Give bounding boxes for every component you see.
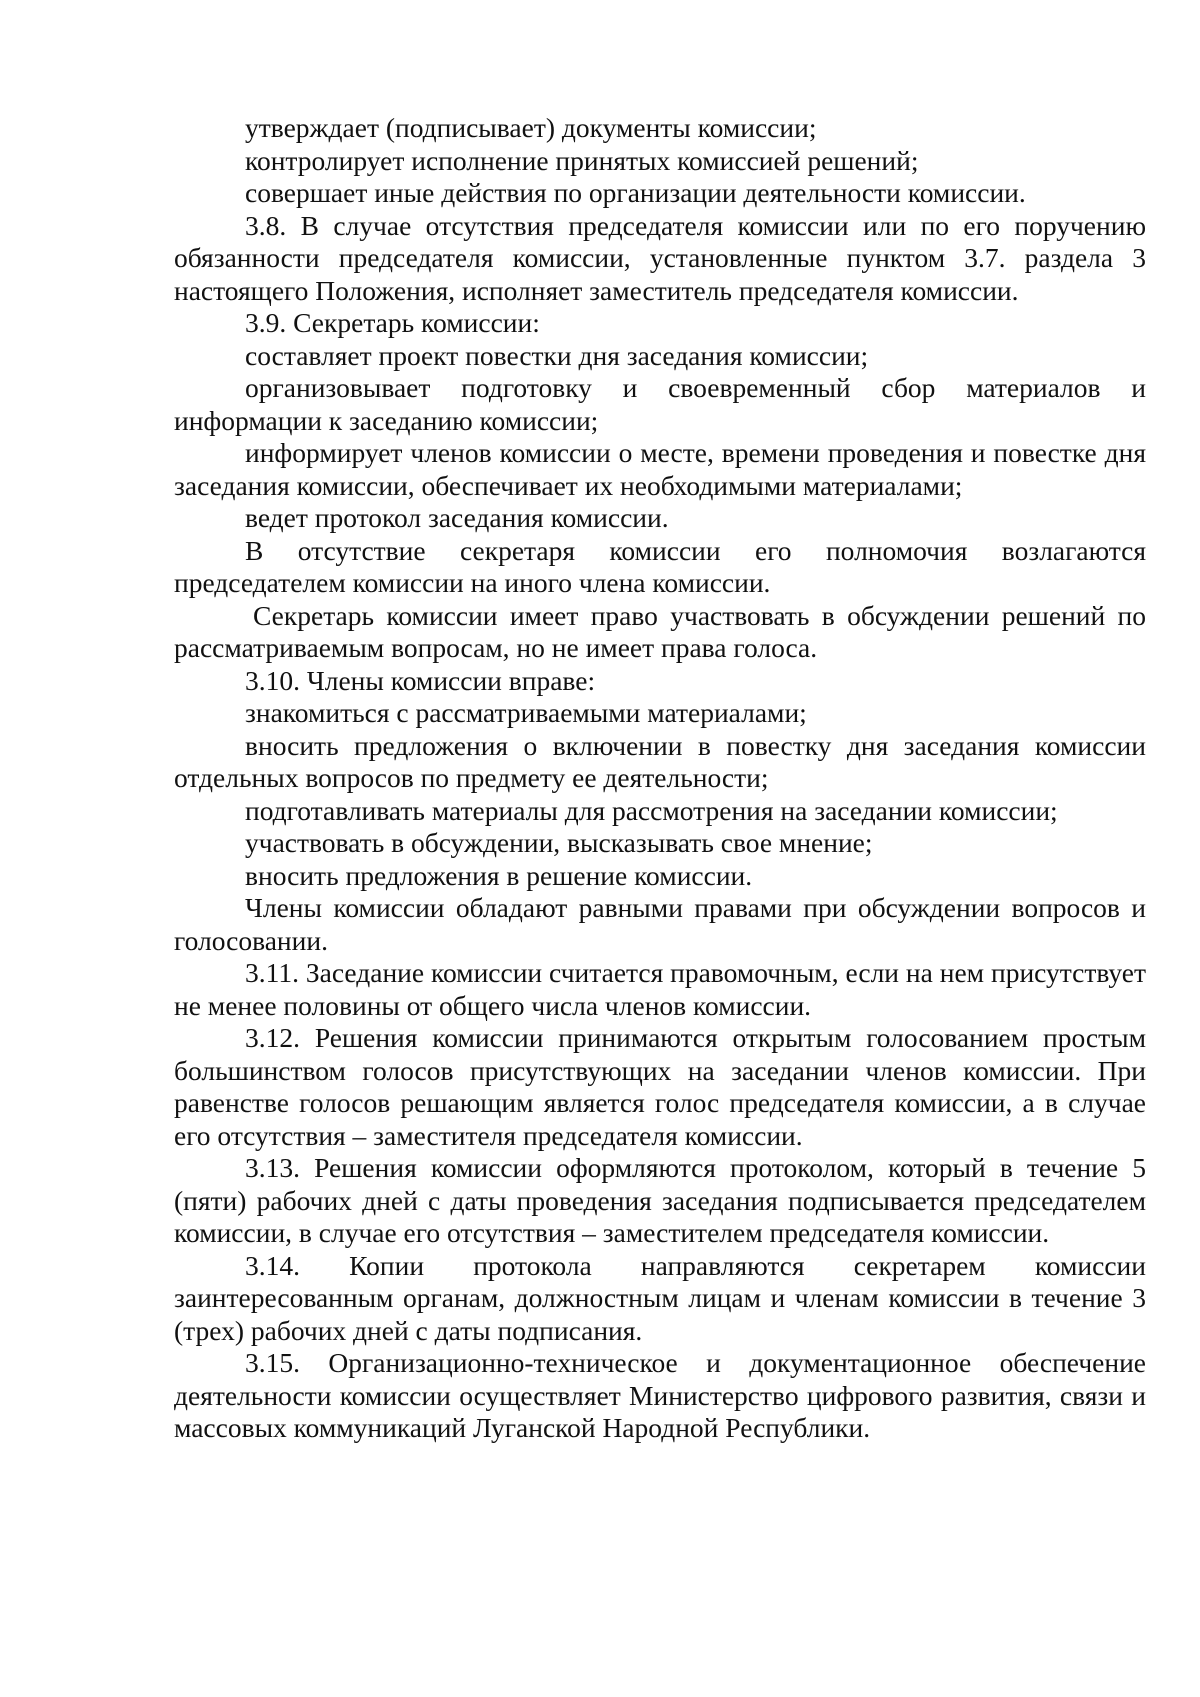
paragraph-secretary-rights: Секретарь комиссии имеет право участвовать в обсуждении решений по рассматриваемым вопросам, но не имеет права голоса. <box>174 599 1146 663</box>
paragraph-3-10: 3.10. Члены комиссии вправе: <box>245 664 596 696</box>
paragraph-3-14: 3.14. Копии протокола направляются секретарем комиссии заинтересованным органам, должностным лицам и членам комиссии в течение 3 (трех) рабочих дней с даты подписания. <box>174 1249 1146 1346</box>
paragraph-3-13: 3.13. Решения комиссии оформляются протоколом, который в течение 5 (пяти) рабочих дней с даты проведения заседания подписывается председателем комиссии, в случае его отсутствия – заместителем председателя комиссии. <box>174 1152 1146 1248</box>
paragraph-3-9: 3.9. Секретарь комиссии: <box>245 307 540 338</box>
paragraph-informs-members: информирует членов комиссии о месте, времени проведения и повестке дня заседания комиссии, обеспечивает их необходимыми материалами; <box>174 437 1146 501</box>
paragraph-participate-discussion: участвовать в обсуждении, высказывать свое мнение; <box>245 827 873 858</box>
paragraph-approves-documents: утверждает (подписывает) документы комиссии; <box>245 112 817 143</box>
paragraph-other-actions: совершает иные действия по организации деятельности комиссии. <box>245 177 1026 208</box>
paragraph-agenda-draft: составляет проект повестки дня заседания комиссии; <box>245 339 869 371</box>
paragraph-controls-execution: контролирует исполнение принятых комиссией решений; <box>245 144 919 176</box>
paragraph-prepare-materials: подготавливать материалы для рассмотрения на заседании комиссии; <box>245 794 1058 826</box>
paragraph-3-15: 3.15. Организационно-техническое и документационное обеспечение деятельности комиссии осуществляет Министерство цифрового развития, связи и массовых коммуникаций Луганской Народной Республики. <box>174 1347 1146 1443</box>
paragraph-secretary-absence: В отсутствие секретаря комиссии его полномочия возлагаются председателем комиссии на иного члена комиссии. <box>174 534 1146 598</box>
paragraph-keeps-minutes: ведет протокол заседания комиссии. <box>245 502 669 533</box>
paragraph-equal-rights: Члены комиссии обладают равными правами при обсуждении вопросов и голосовании. <box>174 892 1146 956</box>
paragraph-review-materials: знакомиться с рассматриваемыми материалами; <box>245 697 807 728</box>
paragraph-materials-preparation: организовывает подготовку и своевременный сбор материалов и информации к заседанию комиссии; <box>174 372 1146 436</box>
paragraph-3-12: 3.12. Решения комиссии принимаются открытым голосованием простым большинством голосов присутствующих на заседании членов комиссии. При равенстве голосов решающим является голос председателя комиссии, а в случае его отсутствия – заместителя председателя комиссии. <box>174 1022 1146 1151</box>
paragraph-decision-proposals: вносить предложения в решение комиссии. <box>245 859 753 891</box>
paragraph-3-8: 3.8. В случае отсутствия председателя комиссии или по его поручению обязанности председателя комиссии, установленные пунктом 3.7. раздела 3 настоящего Положения, исполняет заместитель председателя комиссии. <box>174 209 1146 306</box>
paragraph-agenda-proposals: вносить предложения о включении в повестку дня заседания комиссии отдельных вопросов по предмету ее деятельности; <box>174 729 1146 793</box>
document-body <box>174 112 1146 1445</box>
paragraph-3-11: 3.11. Заседание комиссии считается правомочным, если на нем присутствует не менее половины от общего числа членов комиссии. <box>174 957 1146 1021</box>
